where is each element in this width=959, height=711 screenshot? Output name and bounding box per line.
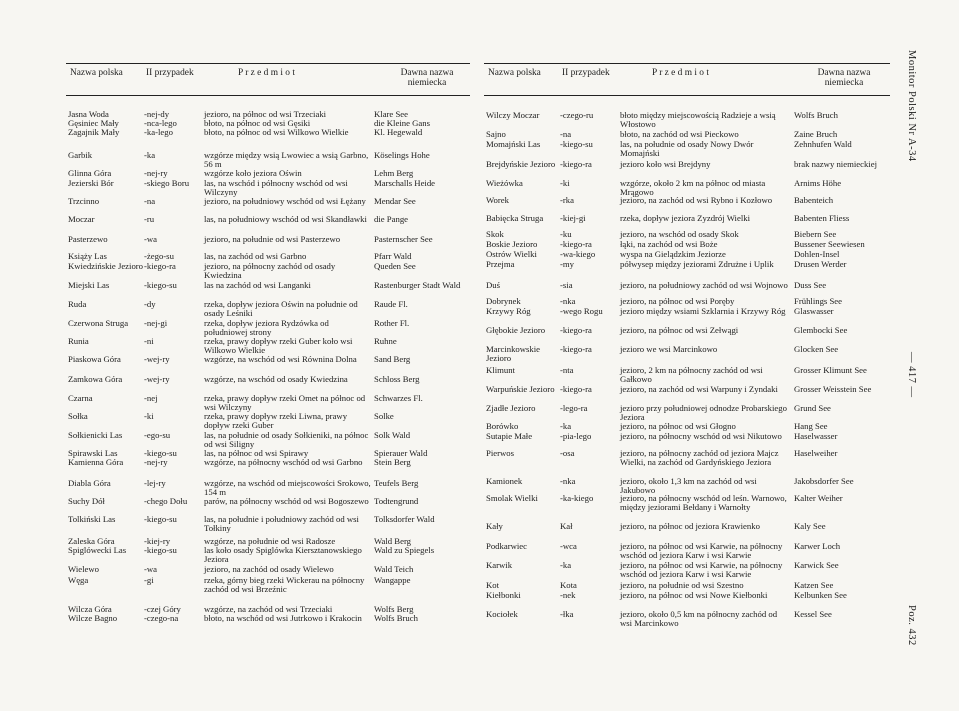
entry-polish-name: Moczar bbox=[68, 214, 95, 224]
entry-second-case: -na bbox=[560, 129, 572, 139]
entry-subject: jezioro między wsiami Szklarnia i Krzywy Róg bbox=[620, 306, 786, 316]
right-page bbox=[484, 0, 890, 711]
entry-polish-name: Spiglówecki Las bbox=[68, 545, 127, 555]
entry-polish-name: Sutapie Małe bbox=[486, 431, 533, 441]
entry-polish-name: Skok bbox=[486, 229, 504, 239]
entry-former-name: Kessel See bbox=[794, 609, 832, 619]
header-former-name: Dawna nazwa niemiecka bbox=[400, 68, 454, 88]
entry-polish-name: Jasna Woda bbox=[68, 109, 109, 119]
entry-subject: jezioro we wsi Marcinkowo bbox=[620, 344, 718, 354]
header-second-case: II przypadek bbox=[146, 68, 194, 78]
entry-former-name: Spierauer Wald bbox=[374, 448, 428, 458]
entry-former-name: Schloss Berg bbox=[374, 374, 420, 384]
entry-subject: wzgórze, na zachód od wsi Trzeciaki bbox=[204, 604, 333, 614]
journal-title: Monitor Polski Nr A-34 bbox=[906, 50, 917, 162]
entry-subject: rzeka, dopływ jeziora Zyzdrój Wielki bbox=[620, 213, 750, 223]
entry-subject: parów, na północny wschód od wsi Bogoszewo bbox=[204, 496, 369, 506]
entry-subject: jezioro przy południowej odnodze Probarskiego Jeziora bbox=[620, 403, 787, 423]
entry-former-name: Katzen See bbox=[794, 580, 834, 590]
entry-subject: jezioro, na północ od wsi Zełwągi bbox=[620, 325, 739, 335]
entry-subject: rzeka, dopływ jeziora Rydzówka od południowej strony bbox=[204, 318, 329, 338]
entry-polish-name: Zamkowa Góra bbox=[68, 374, 123, 384]
entry-polish-name: Wilczy Moczar bbox=[486, 110, 540, 120]
header-polish-name: Nazwa polska bbox=[70, 68, 123, 78]
entry-polish-name: Kiełbonki bbox=[486, 590, 521, 600]
entry-polish-name: Zaleska Góra bbox=[68, 536, 115, 546]
entry-subject: rzeka, prawy dopływ rzeki Liwna, prawy dopływ rzeki Guber bbox=[204, 411, 348, 431]
entry-subject: jezioro, na północ od wsi Nowe Kiełbonki bbox=[620, 590, 768, 600]
entry-former-name: Stein Berg bbox=[374, 457, 411, 467]
header-subject: P r z e d m i o t bbox=[238, 68, 295, 78]
entry-subject: wzgórze, około 2 km na północ od miasta Mrągowo bbox=[620, 178, 766, 198]
entry-second-case: -wca bbox=[560, 541, 577, 551]
entry-former-name: Hang See bbox=[794, 421, 828, 431]
entry-subject: jezioro, na północny zachód od jeziora Majcz Wielki, na zachód od Gardyńskiego Jeziora bbox=[620, 448, 779, 468]
entry-former-name: Dohlen-Insel bbox=[794, 249, 840, 259]
entry-polish-name: Zjadłe Jezioro bbox=[486, 403, 536, 413]
entry-former-name: Glembocki See bbox=[794, 325, 848, 335]
entry-polish-name: Przejma bbox=[486, 259, 515, 269]
entry-second-case: -lego-ra bbox=[560, 403, 588, 413]
entry-polish-name: Garbik bbox=[68, 150, 93, 160]
entry-second-case: -kiego-su bbox=[144, 545, 177, 555]
entry-former-name: Glocken See bbox=[794, 344, 839, 354]
entry-former-name: Haselwasser bbox=[794, 431, 838, 441]
entry-second-case: -wa-kiego bbox=[560, 249, 596, 259]
entry-subject: wzgórze, na wschód od miejscowości Srokowo, 154 m bbox=[204, 478, 371, 498]
entry-second-case: -kiego-ra bbox=[560, 159, 592, 169]
entry-subject: jezioro, na południe od wsi Szestno bbox=[620, 580, 744, 590]
entry-subject: jezioro koło wsi Brejdyny bbox=[620, 159, 711, 169]
entry-former-name: Babenteich bbox=[794, 195, 834, 205]
entry-polish-name: Warpuńskie Jezioro bbox=[486, 384, 555, 394]
entry-polish-name: Marcinkowskie Jezioro bbox=[486, 344, 541, 364]
entry-subject: jezioro, około 0,5 km na północny zachód od wsi Marcinkowo bbox=[620, 609, 778, 629]
entry-former-name: Mendar See bbox=[374, 196, 416, 206]
entry-polish-name: Sajno bbox=[486, 129, 506, 139]
entry-former-name: Tolksdorfer Wald bbox=[374, 514, 435, 524]
entry-second-case: -ki bbox=[560, 178, 570, 188]
entry-subject: jezioro, na północ od jeziora Krawienko bbox=[620, 521, 760, 531]
entry-subject: las, na południe i południowy zachód od wsi Tołkiny bbox=[204, 514, 359, 534]
entry-polish-name: Sołkienicki Las bbox=[68, 430, 123, 440]
entry-polish-name: Ostrów Wielki bbox=[486, 249, 537, 259]
entry-second-case: -kiego-su bbox=[560, 139, 593, 149]
entry-polish-name: Krzywy Róg bbox=[486, 306, 531, 316]
entry-polish-name: Wilcze Bagno bbox=[68, 613, 118, 623]
entry-second-case: -ka-kiego bbox=[560, 493, 594, 503]
header-second-case: II przypadek bbox=[562, 68, 610, 78]
entry-subject: półwysep między jeziorami Zdrużne i Uplik bbox=[620, 259, 774, 269]
entry-polish-name: Węga bbox=[68, 575, 89, 585]
entry-subject: las koło osady Spiglówka Kiersztanowskiego Jeziora bbox=[204, 545, 362, 565]
entry-second-case: -kiego-ra bbox=[560, 239, 592, 249]
header-top-rule bbox=[66, 63, 470, 64]
entry-subject: las, na wschód i północny wschód od wsi Wilczyny bbox=[204, 178, 348, 198]
entry-former-name: Ruhne bbox=[374, 336, 397, 346]
entry-former-name: Sand Berg bbox=[374, 354, 411, 364]
entry-subject: jezioro, na zachód od osady Wielewo bbox=[204, 564, 334, 574]
header-former-name: Dawna nazwa niemiecka bbox=[817, 68, 871, 88]
entry-polish-name: Kwiedzińskie Jezioro bbox=[68, 261, 144, 271]
entry-former-name: Frühlings See bbox=[794, 296, 843, 306]
entry-polish-name: Jezierski Bór bbox=[68, 178, 114, 188]
page-number: — 417 — bbox=[906, 352, 917, 398]
entry-polish-name: Podkarwiec bbox=[486, 541, 528, 551]
entry-subject: jezioro, na północ od wsi Poręby bbox=[620, 296, 735, 306]
entry-second-case: -czego-ru bbox=[560, 110, 594, 120]
entry-former-name: brak nazwy niemieckiej bbox=[794, 159, 877, 169]
entry-subject: błoto, na północ od wsi Wilkowo Wielkie bbox=[204, 127, 349, 137]
entry-second-case: -nej-ry bbox=[144, 457, 168, 467]
entry-former-name: Kalter Weiher bbox=[794, 493, 843, 503]
entry-former-name: Wolfs Bruch bbox=[794, 110, 838, 120]
entry-second-case: -wa bbox=[144, 234, 158, 244]
entry-former-name: Arnims Höhe bbox=[794, 178, 842, 188]
entry-subject: las, na południowy wschód od wsi Skandławki bbox=[204, 214, 367, 224]
entry-subject: błoto, na wschód od wsi Jutrkowo i Krakocin bbox=[204, 613, 362, 623]
entry-former-name: Zaine Bruch bbox=[794, 129, 838, 139]
entry-second-case: -nta bbox=[560, 365, 574, 375]
entry-former-name: Wolfs Berg bbox=[374, 604, 414, 614]
entry-polish-name: Gęsiniec Mały bbox=[68, 118, 119, 128]
entry-second-case: -nej-dy bbox=[144, 109, 170, 119]
entry-second-case: -czej Góry bbox=[144, 604, 181, 614]
entry-subject: las, na północ od wsi Spirawy bbox=[204, 448, 309, 458]
entry-polish-name: Miejski Las bbox=[68, 280, 110, 290]
entry-former-name: Pfarr Wald bbox=[374, 251, 412, 261]
right-table-header bbox=[484, 68, 890, 98]
entry-polish-name: Dobrynek bbox=[486, 296, 521, 306]
entry-polish-name: Tolkiński Las bbox=[68, 514, 116, 524]
entry-second-case: Kał bbox=[560, 521, 573, 531]
entry-polish-name: Spirawski Las bbox=[68, 448, 118, 458]
entry-former-name: Queden See bbox=[374, 261, 416, 271]
entry-second-case: -łka bbox=[560, 609, 574, 619]
entry-subject: jezioro, na południe od wsi Pasterzewo bbox=[204, 234, 341, 244]
entry-second-case: -wego Rogu bbox=[560, 306, 603, 316]
entry-polish-name: Diabla Góra bbox=[68, 478, 111, 488]
entry-former-name: Kl. Hegewald bbox=[374, 127, 423, 137]
entry-subject: rzeka, prawy dopływ rzeki Guber koło wsi Wilkowo Wielkie bbox=[204, 336, 353, 356]
header-bottom-rule bbox=[484, 95, 890, 96]
entry-polish-name: Brejdyńskie Jezioro bbox=[486, 159, 556, 169]
entry-former-name: Biebern See bbox=[794, 229, 837, 239]
entry-subject: jezioro, na północny wschód od leśn. Warnowo, między jeziorami Bełdany i Warnołty bbox=[620, 493, 787, 513]
entry-subject: jezioro, na zachód od wsi Warpuny i Zyndaki bbox=[620, 384, 778, 394]
entry-second-case: -nka bbox=[560, 296, 576, 306]
entry-former-name: Grosser Weisstein See bbox=[794, 384, 872, 394]
entry-subject: jezioro, na zachód od wsi Rybno i Kozłowo bbox=[620, 195, 773, 205]
entry-second-case: -żego-su bbox=[144, 251, 174, 261]
header-bottom-rule bbox=[66, 95, 470, 96]
entry-second-case: -wej-ry bbox=[144, 354, 170, 364]
entry-subject: wzgórze, na wschód od osady Kwiedzina bbox=[204, 374, 348, 384]
entry-subject: jezioro, na północ od wsi Karwie, na północny wschód od jeziora Karw i wsi Karwie bbox=[620, 560, 783, 580]
entry-second-case: -nka bbox=[560, 476, 576, 486]
entry-second-case: -nej-gi bbox=[144, 318, 168, 328]
entry-polish-name: Smolak Wielki bbox=[486, 493, 538, 503]
entry-former-name: Grund See bbox=[794, 403, 831, 413]
entry-former-name: Köselings Hohe bbox=[374, 150, 430, 160]
entry-former-name: Wangappe bbox=[374, 575, 411, 585]
entry-second-case: -czego-na bbox=[144, 613, 179, 623]
entry-former-name: Wald Teich bbox=[374, 564, 414, 574]
entry-former-name: Rother Fl. bbox=[374, 318, 410, 328]
entry-former-name: Solk Wald bbox=[374, 430, 411, 440]
entry-second-case: -wa bbox=[144, 564, 158, 574]
entry-second-case: -wej-ry bbox=[144, 374, 170, 384]
entry-second-case: -kiego-ra bbox=[560, 344, 592, 354]
entry-polish-name: Momajński Las bbox=[486, 139, 541, 149]
entry-second-case: -dy bbox=[144, 299, 156, 309]
entry-subject: wzgórze, na południe od wsi Radosze bbox=[204, 536, 336, 546]
entry-polish-name: Klimunt bbox=[486, 365, 515, 375]
entry-second-case: -kiego-ra bbox=[560, 325, 592, 335]
entry-polish-name: Głębokie Jezioro bbox=[486, 325, 546, 335]
entry-second-case: -ka bbox=[144, 150, 156, 160]
entry-former-name: Drusen Werder bbox=[794, 259, 847, 269]
entry-second-case: -ka bbox=[560, 421, 572, 431]
entry-former-name: Haselweiher bbox=[794, 448, 838, 458]
entry-second-case: -my bbox=[560, 259, 574, 269]
entry-second-case: -kiego-su bbox=[144, 280, 177, 290]
entry-subject: błoto między miejscowością Radzieje a wsią Włostowo bbox=[620, 110, 776, 130]
entry-polish-name: Trzcinno bbox=[68, 196, 100, 206]
entry-former-name: Glaswasser bbox=[794, 306, 834, 316]
entry-second-case: -ka bbox=[560, 560, 572, 570]
entry-second-case: -kiego-ra bbox=[144, 261, 176, 271]
entry-former-name: Marschalls Heide bbox=[374, 178, 436, 188]
entry-former-name: Kaly See bbox=[794, 521, 826, 531]
entry-subject: jezioro, na północ od wsi Trzeciaki bbox=[204, 109, 327, 119]
entry-second-case: -lej-ry bbox=[144, 478, 166, 488]
entry-subject: błoto, na północ od wsi Gęsiki bbox=[204, 118, 311, 128]
entry-polish-name: Książy Las bbox=[68, 251, 107, 261]
entry-polish-name: Kociołek bbox=[486, 609, 518, 619]
entry-second-case: -ku bbox=[560, 229, 572, 239]
entry-subject: rzeka, dopływ jeziora Oświn na południe od osady Leśniki bbox=[204, 299, 358, 319]
entry-subject: jezioro, około 1,3 km na zachód od wsi Jakubowo bbox=[620, 476, 757, 496]
entry-former-name: die Kleine Gans bbox=[374, 118, 430, 128]
entry-former-name: Grosser Klimunt See bbox=[794, 365, 867, 375]
entry-second-case: -ru bbox=[144, 214, 155, 224]
entry-second-case: -ka-lego bbox=[144, 127, 173, 137]
entry-second-case: -kiego-su bbox=[144, 448, 177, 458]
entry-polish-name: Sołka bbox=[68, 411, 88, 421]
entry-former-name: Lehm Berg bbox=[374, 168, 414, 178]
entry-subject: wzgórze między wsią Lwowiec a wsią Garbno, 56 m bbox=[204, 150, 369, 170]
entry-second-case: -skiego Boru bbox=[144, 178, 190, 188]
entry-second-case: -ki bbox=[144, 411, 154, 421]
entry-former-name: die Pange bbox=[374, 214, 409, 224]
entry-polish-name: Babięcka Struga bbox=[486, 213, 544, 223]
entry-polish-name: Borówko bbox=[486, 421, 519, 431]
entry-subject: wzgórze, na północny wschód od wsi Garbno bbox=[204, 457, 363, 467]
header-subject: P r z e d m i o t bbox=[652, 68, 709, 78]
entry-former-name: Zehnhufen Wald bbox=[794, 139, 852, 149]
entry-former-name: Pasternscher See bbox=[374, 234, 433, 244]
position-number: Poz. 432 bbox=[906, 605, 917, 646]
entry-second-case: -kiej-ry bbox=[144, 536, 171, 546]
entry-former-name: Jakobsdorfer See bbox=[794, 476, 854, 486]
entry-former-name: Karwer Loch bbox=[794, 541, 841, 551]
entry-polish-name: Wilcza Góra bbox=[68, 604, 112, 614]
entry-subject: jezioro, na północ od wsi Karwie, na północny wschód od jeziora Karw i wsi Karwie bbox=[620, 541, 783, 561]
entry-polish-name: Karwik bbox=[486, 560, 513, 570]
left-table-header bbox=[66, 68, 470, 98]
header-polish-name: Nazwa polska bbox=[488, 68, 541, 78]
entry-subject: jezioro, na północny zachód od osady Kwiedzina bbox=[204, 261, 336, 281]
entry-subject: jezioro, na północ od wsi Głogno bbox=[620, 421, 736, 431]
entry-former-name: Karwick See bbox=[794, 560, 839, 570]
entry-second-case: -rka bbox=[560, 195, 574, 205]
entry-second-case: -nca-lego bbox=[144, 118, 177, 128]
entry-polish-name: Boskie Jezioro bbox=[486, 239, 538, 249]
entry-former-name: Wald Berg bbox=[374, 536, 412, 546]
entry-polish-name: Glinna Góra bbox=[68, 168, 112, 178]
entry-polish-name: Czerwona Struga bbox=[68, 318, 129, 328]
left-page bbox=[66, 0, 470, 711]
entry-subject: jezioro, na wschód od osady Skok bbox=[620, 229, 739, 239]
entry-polish-name: Duś bbox=[486, 280, 500, 290]
entry-polish-name: Kot bbox=[486, 580, 500, 590]
entry-second-case: -kiej-gi bbox=[560, 213, 586, 223]
entry-second-case: -kiego-ra bbox=[560, 384, 592, 394]
entry-polish-name: Worek bbox=[486, 195, 509, 205]
entry-subject: wzgórze, na wschód od wsi Równina Dolna bbox=[204, 354, 357, 364]
entry-subject: łąki, na zachód od wsi Boże bbox=[620, 239, 718, 249]
entry-former-name: Klare See bbox=[374, 109, 409, 119]
entry-polish-name: Ruda bbox=[68, 299, 87, 309]
entry-subject: las, na zachód od wsi Garbno bbox=[204, 251, 307, 261]
entry-polish-name: Pasterzewo bbox=[68, 234, 108, 244]
entry-second-case: -osa bbox=[560, 448, 575, 458]
entry-second-case: -na bbox=[144, 196, 156, 206]
entry-second-case: -nek bbox=[560, 590, 576, 600]
entry-subject: jezioro, 2 km na północny zachód od wsi Gałkowo bbox=[620, 365, 763, 385]
entry-subject: las na zachód od wsi Langanki bbox=[204, 280, 311, 290]
entry-polish-name: Kały bbox=[486, 521, 503, 531]
entry-polish-name: Runia bbox=[68, 336, 89, 346]
entry-former-name: Teufels Berg bbox=[374, 478, 419, 488]
entry-second-case: Kota bbox=[560, 580, 577, 590]
entry-former-name: Duss See bbox=[794, 280, 827, 290]
entry-polish-name: Wieżówka bbox=[486, 178, 523, 188]
entry-former-name: Wald zu Spiegels bbox=[374, 545, 435, 555]
entry-subject: wzgórze koło jeziora Oświn bbox=[204, 168, 302, 178]
entry-subject: jezioro, na południowy wschód od wsi Łężany bbox=[204, 196, 366, 206]
entry-subject: jezioro, na północny wschód od wsi Nikutowo bbox=[620, 431, 782, 441]
entry-polish-name: Czarna bbox=[68, 393, 93, 403]
entry-subject: błoto, na zachód od wsi Pieckowo bbox=[620, 129, 739, 139]
entry-polish-name: Kamienna Góra bbox=[68, 457, 124, 467]
entry-second-case: -chego Dołu bbox=[144, 496, 188, 506]
entry-second-case: -nej-ry bbox=[144, 168, 168, 178]
entry-second-case: -nej bbox=[144, 393, 158, 403]
entry-subject: rzeka, górny bieg rzeki Wickerau na północny zachód od wsi Brzeźnic bbox=[204, 575, 365, 595]
entry-former-name: Solke bbox=[374, 411, 394, 421]
header-top-rule bbox=[484, 63, 890, 64]
entry-polish-name: Zagajnik Mały bbox=[68, 127, 120, 137]
entry-subject: las, na południe od osady Sołkieniki, na północ od wsi Siligny bbox=[204, 430, 369, 450]
entry-subject: las, na południe od osady Nowy Dwór Momajński bbox=[620, 139, 754, 159]
entry-former-name: Schwarzes Fl. bbox=[374, 393, 423, 403]
entry-second-case: -pia-lego bbox=[560, 431, 592, 441]
entry-second-case: -sia bbox=[560, 280, 573, 290]
entry-polish-name: Pierwos bbox=[486, 448, 514, 458]
entry-second-case: -ego-su bbox=[144, 430, 171, 440]
entry-former-name: Kelbunken See bbox=[794, 590, 847, 600]
entry-polish-name: Piaskowa Góra bbox=[68, 354, 121, 364]
entry-second-case: -ni bbox=[144, 336, 154, 346]
entry-subject: jezioro, na południowy zachód od wsi Wojnowo bbox=[620, 280, 788, 290]
entry-polish-name: Suchy Dół bbox=[68, 496, 105, 506]
entry-subject: rzeka, prawy dopływ rzeki Omet na północ od wsi Wilczyny bbox=[204, 393, 366, 413]
entry-second-case: -kiego-su bbox=[144, 514, 177, 524]
entry-former-name: Bussener Seewiesen bbox=[794, 239, 865, 249]
entry-former-name: Rastenburger Stadt Wald bbox=[374, 280, 461, 290]
entry-subject: wyspa na Gielądzkim Jeziorze bbox=[620, 249, 726, 259]
entry-second-case: -gi bbox=[144, 575, 154, 585]
entry-polish-name: Wielewo bbox=[68, 564, 100, 574]
entry-former-name: Wolfs Bruch bbox=[374, 613, 418, 623]
page-margin bbox=[895, 40, 925, 680]
entry-former-name: Babenten Fliess bbox=[794, 213, 850, 223]
entry-former-name: Todtengrund bbox=[374, 496, 419, 506]
entry-former-name: Raude Fl. bbox=[374, 299, 408, 309]
entry-polish-name: Kamionek bbox=[486, 476, 523, 486]
